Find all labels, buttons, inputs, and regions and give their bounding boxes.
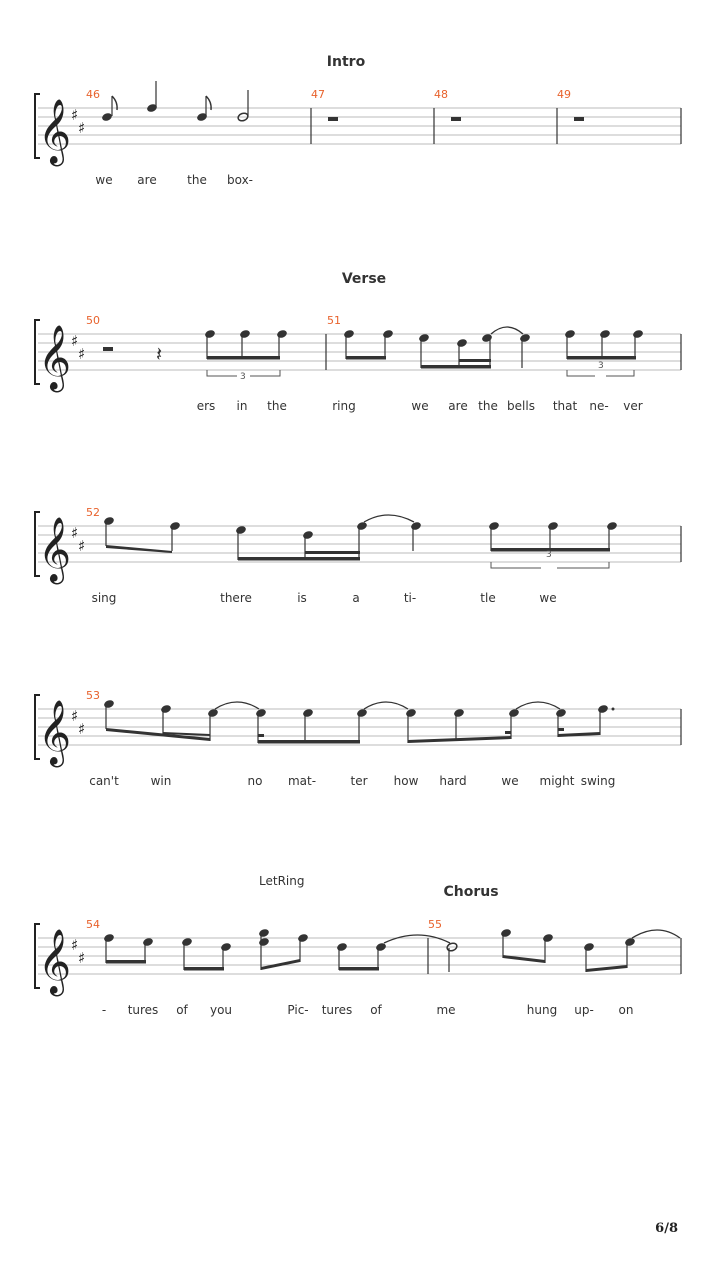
- svg-text:♯: ♯: [71, 936, 79, 954]
- svg-text:♯: ♯: [78, 537, 86, 555]
- lyric-syllable: you: [209, 1003, 233, 1017]
- section-title-chorus: Chorus: [443, 884, 499, 900]
- tuplet-number: 3: [546, 550, 552, 560]
- lyric-syllable: of: [176, 1003, 188, 1017]
- lyric-syllable: we: [95, 173, 113, 187]
- lyric-syllable: how: [393, 774, 419, 788]
- lyric-syllable: might: [539, 774, 575, 788]
- lyric-syllable: me: [436, 1003, 456, 1017]
- lyric-syllable: ring: [332, 399, 356, 413]
- svg-text:𝄞: 𝄞: [38, 929, 72, 994]
- staff-5-notation: [0, 910, 720, 1030]
- lyric-syllable: -: [101, 1003, 107, 1017]
- lyric-syllable: of: [370, 1003, 382, 1017]
- svg-text:♯: ♯: [78, 720, 86, 738]
- lyric-syllable: the: [187, 173, 207, 187]
- lyric-syllable: we: [501, 774, 519, 788]
- staff-system-5: [0, 910, 720, 1030]
- bar-number: 55: [428, 918, 442, 931]
- lyric-syllable: there: [220, 591, 252, 605]
- svg-text:♯: ♯: [71, 332, 79, 350]
- staff-system-2: [0, 306, 720, 426]
- lyric-syllable: that: [552, 399, 578, 413]
- let-ring-marking: LetRing: [259, 874, 305, 888]
- staff-system-3: [0, 498, 720, 618]
- lyric-syllable: sing: [91, 591, 117, 605]
- lyric-syllable: tures: [321, 1003, 353, 1017]
- lyric-syllable: hung: [526, 1003, 558, 1017]
- staff-2-notation: [0, 306, 720, 426]
- section-title-verse: Verse: [341, 271, 387, 287]
- bar-number: 51: [327, 314, 341, 327]
- bar-number: 46: [86, 88, 100, 101]
- lyric-syllable: mat-: [287, 774, 317, 788]
- bar-number: 53: [86, 689, 100, 702]
- lyric-syllable: win: [150, 774, 172, 788]
- lyric-syllable: tures: [127, 1003, 159, 1017]
- lyric-syllable: ne-: [589, 399, 609, 413]
- section-title-intro: Intro: [326, 54, 366, 70]
- svg-text:𝄽: 𝄽: [156, 342, 163, 366]
- bar-number: 52: [86, 506, 100, 519]
- svg-text:𝄞: 𝄞: [38, 700, 72, 765]
- lyric-syllable: can't: [89, 774, 119, 788]
- lyric-syllable: the: [267, 399, 287, 413]
- staff-system-4: [0, 681, 720, 801]
- lyric-syllable: on: [618, 1003, 634, 1017]
- svg-text:♯: ♯: [78, 345, 86, 363]
- lyric-syllable: the: [478, 399, 498, 413]
- lyric-syllable: hard: [439, 774, 467, 788]
- lyric-syllable: we: [539, 591, 557, 605]
- lyric-syllable: ver: [623, 399, 643, 413]
- lyric-syllable: ers: [196, 399, 216, 413]
- svg-text:♯: ♯: [78, 119, 86, 137]
- lyric-syllable: box-: [226, 173, 254, 187]
- lyric-syllable: Pic-: [287, 1003, 309, 1017]
- bar-number: 49: [557, 88, 571, 101]
- lyric-syllable: ter: [350, 774, 368, 788]
- svg-text:𝄞: 𝄞: [38, 517, 72, 582]
- lyric-syllable: no: [247, 774, 263, 788]
- svg-text:♯: ♯: [78, 949, 86, 967]
- svg-text:♯: ♯: [71, 524, 79, 542]
- svg-text:𝄞: 𝄞: [38, 99, 72, 164]
- tuplet-number: 3: [240, 372, 246, 382]
- bar-number: 48: [434, 88, 448, 101]
- lyric-syllable: are: [448, 399, 468, 413]
- svg-text:𝄞: 𝄞: [38, 325, 72, 390]
- lyric-syllable: we: [411, 399, 429, 413]
- page-number: 6/8: [655, 1221, 678, 1236]
- lyric-syllable: is: [297, 591, 307, 605]
- lyric-syllable: are: [137, 173, 157, 187]
- staff-system-1: [0, 80, 720, 200]
- bar-number: 47: [311, 88, 325, 101]
- lyric-syllable: bells: [507, 399, 535, 413]
- tuplet-number: 3: [598, 361, 604, 371]
- svg-text:♯: ♯: [71, 106, 79, 124]
- lyric-syllable: ti-: [403, 591, 417, 605]
- lyric-syllable: in: [236, 399, 248, 413]
- lyric-syllable: a: [352, 591, 360, 605]
- svg-text:♯: ♯: [71, 707, 79, 725]
- lyric-syllable: tle: [480, 591, 496, 605]
- lyric-syllable: up-: [574, 1003, 594, 1017]
- lyric-syllable: swing: [580, 774, 616, 788]
- bar-number: 50: [86, 314, 100, 327]
- bar-number: 54: [86, 918, 100, 931]
